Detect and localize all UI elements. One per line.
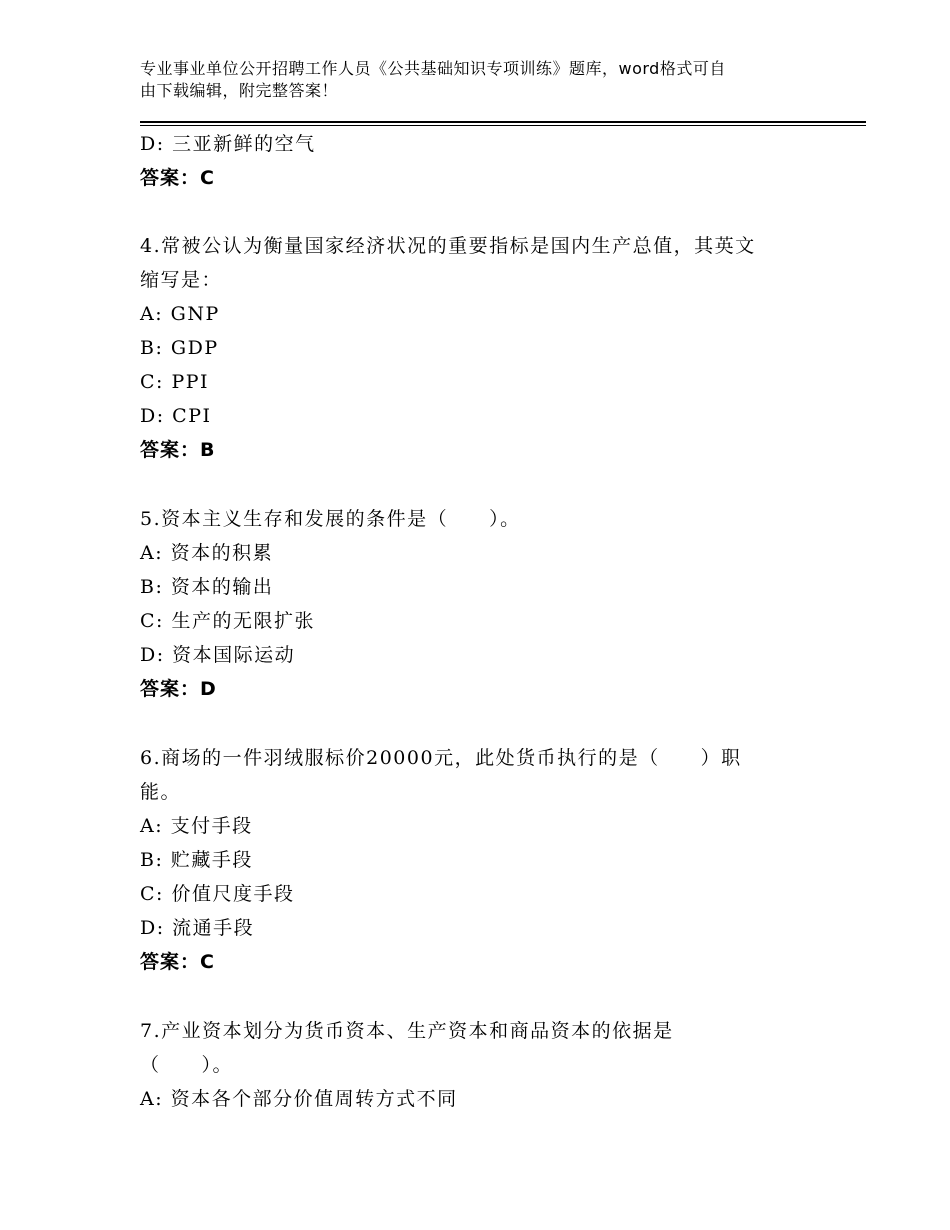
q6-option-c: C: 价值尺度手段 <box>140 883 295 905</box>
q4-answer: 答案：B <box>140 439 216 461</box>
q4-stem-line-2: 缩写是： <box>140 269 223 291</box>
q6-stem-line-2: 能。 <box>140 781 182 803</box>
q6-answer: 答案：C <box>140 951 215 973</box>
q4-option-a: A: GNP <box>140 303 220 325</box>
q7-option-a: A: 资本各个部分价值周转方式不同 <box>140 1088 458 1110</box>
q3-option-d: D: 三亚新鲜的空气 <box>140 133 316 155</box>
q7-stem-line-2: （ ）。 <box>140 1054 234 1076</box>
header-rule-thick <box>140 121 866 123</box>
q6-option-d: D: 流通手段 <box>140 917 255 939</box>
q5-stem: 5.资本主义生存和发展的条件是（ ）。 <box>140 508 521 530</box>
page-header <box>140 58 840 102</box>
q3-answer: 答案：C <box>140 167 215 189</box>
q7-stem-line-1: 7.产业资本划分为货币资本、生产资本和商品资本的依据是 <box>140 1020 674 1042</box>
q4-option-b: B: GDP <box>140 337 219 359</box>
q5-option-d: D: 资本国际运动 <box>140 644 296 666</box>
header-line-1: 专业事业单位公开招聘工作人员《公共基础知识专项训练》题库，word格式可自 <box>140 59 726 78</box>
q4-option-c: C: PPI <box>140 371 210 393</box>
q4-option-d: D: CPI <box>140 405 212 427</box>
q6-stem-line-1: 6.商场的一件羽绒服标价20000元，此处货币执行的是（ ）职 <box>140 747 742 769</box>
q6-option-a: A: 支付手段 <box>140 815 253 837</box>
q4-stem-line-1: 4.常被公认为衡量国家经济状况的重要指标是国内生产总值，其英文 <box>140 235 756 257</box>
q5-option-a: A: 资本的积累 <box>140 542 274 564</box>
q5-answer: 答案：D <box>140 678 217 700</box>
header-line-2: 由下载编辑，附完整答案！ <box>140 81 339 100</box>
q6-option-b: B: 贮藏手段 <box>140 849 253 871</box>
q5-option-c: C: 生产的无限扩张 <box>140 610 315 632</box>
q5-option-b: B: 资本的输出 <box>140 576 274 598</box>
header-rule-thin <box>140 125 866 126</box>
